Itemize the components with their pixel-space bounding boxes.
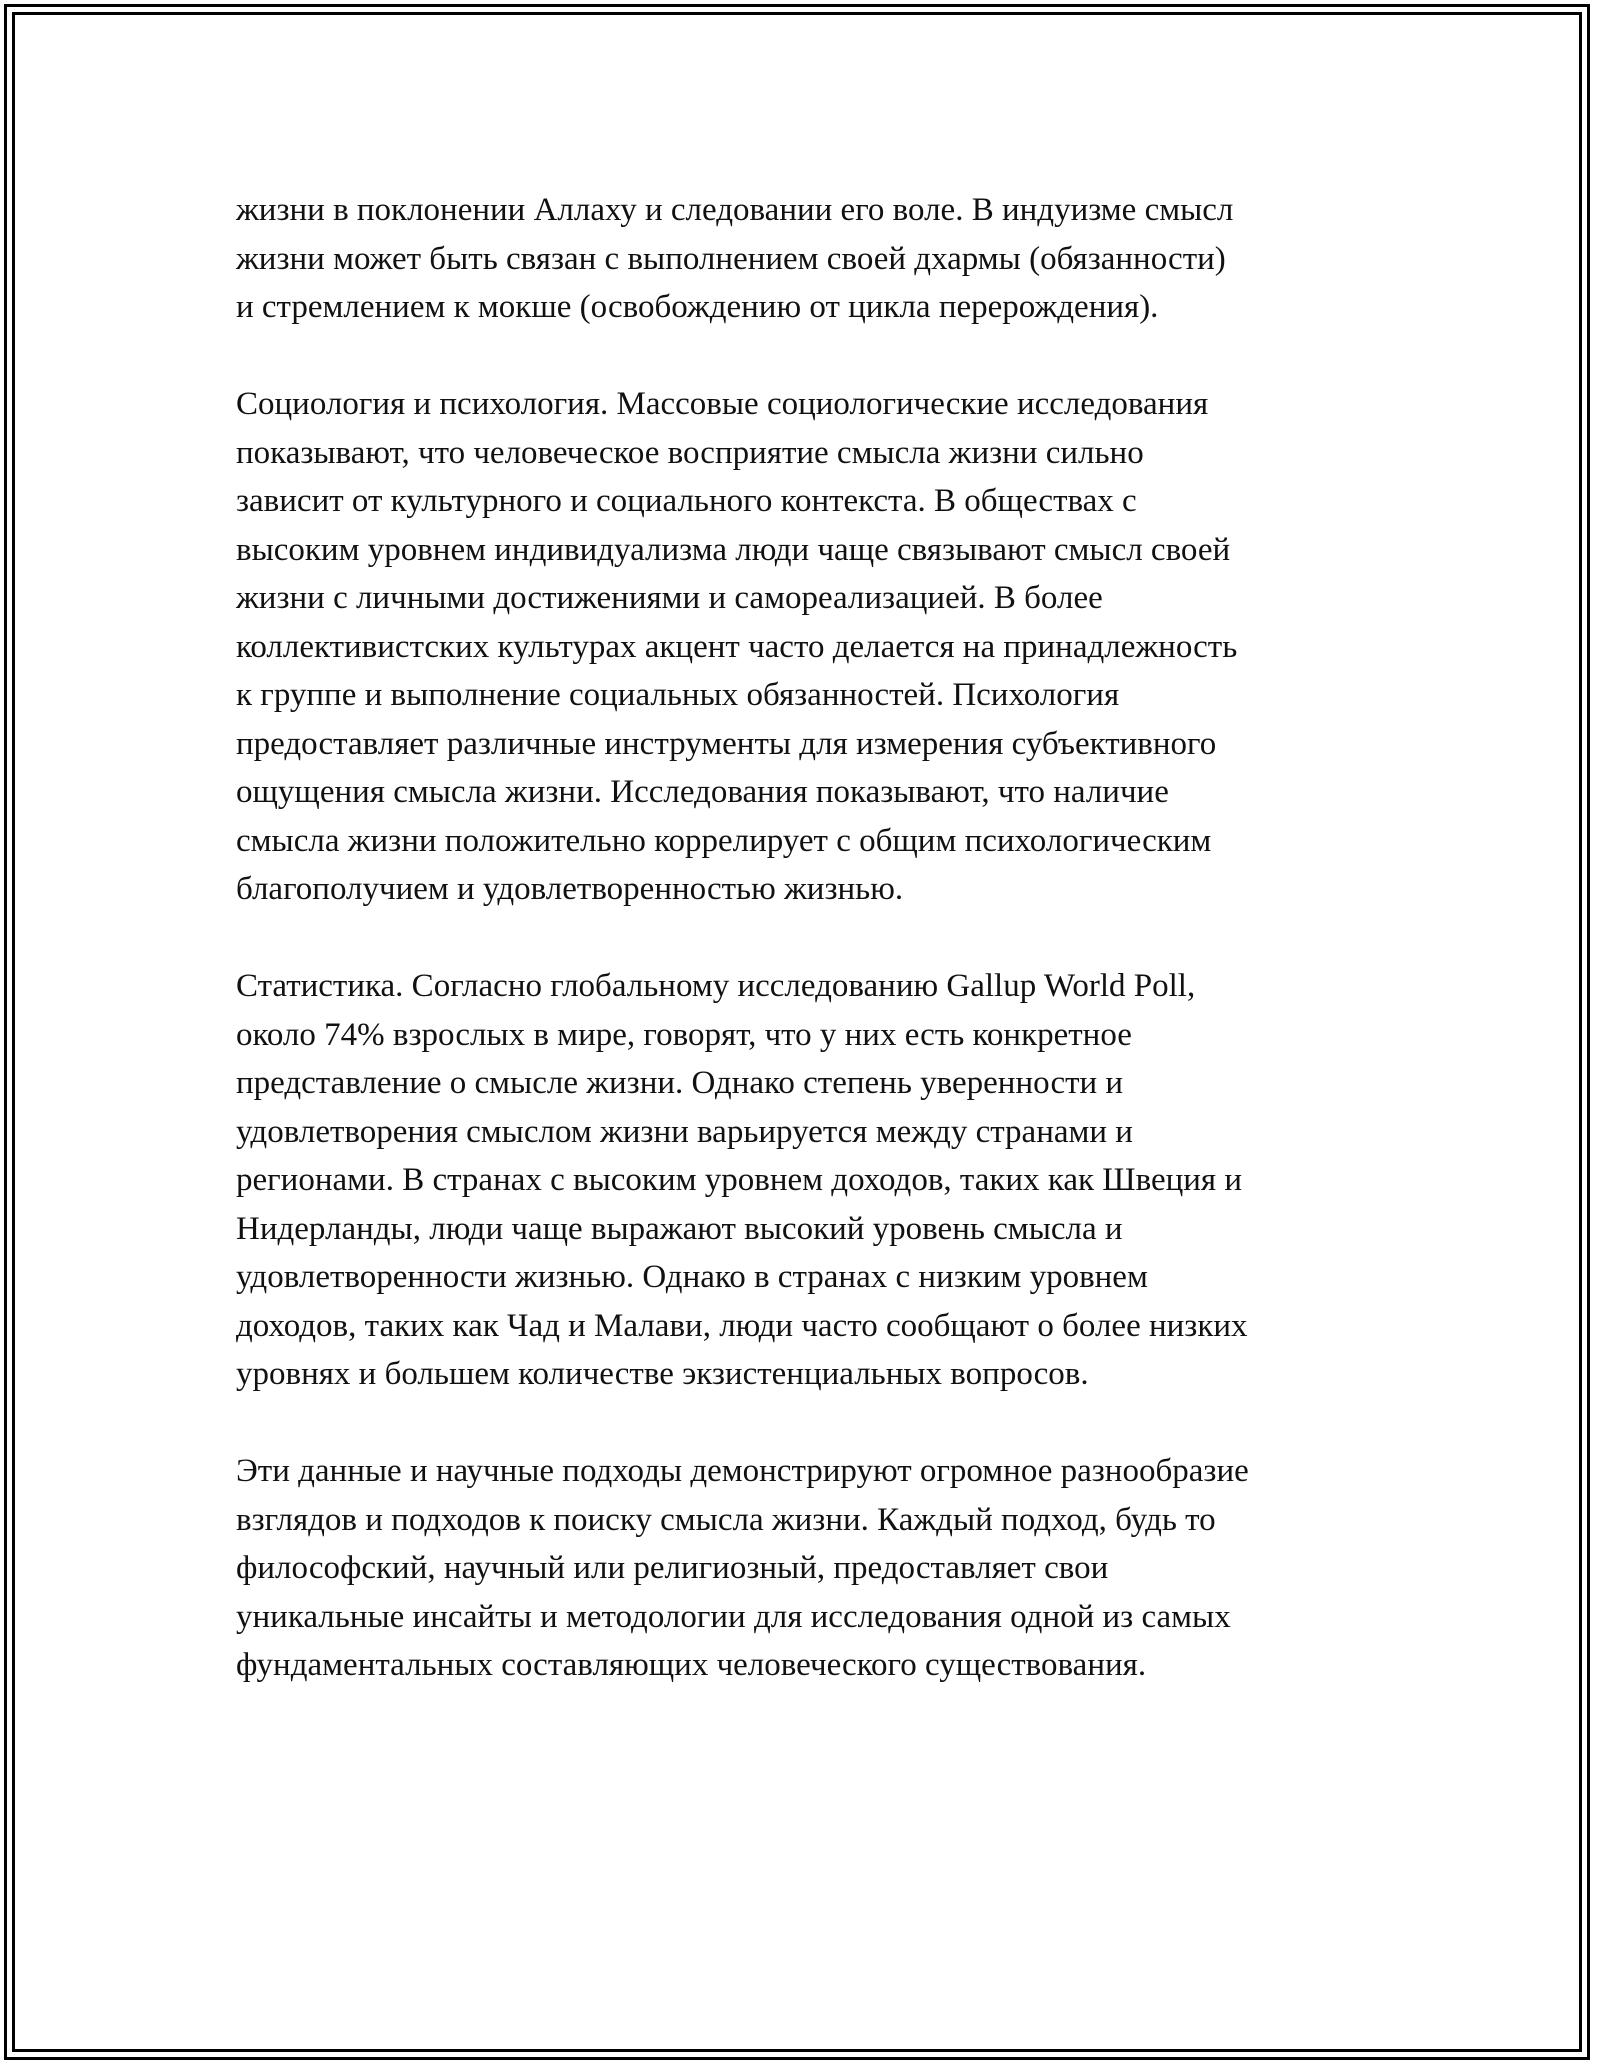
text-line: Нидерланды, люди чаще выражают высокий уровень смысла и — [236, 1210, 1123, 1247]
text-line: жизни в поклонении Аллаху и следовании его воле. В индуизме смысл — [236, 192, 1234, 228]
text-line: смысла жизни положительно коррелирует с общим психологическим — [236, 822, 1212, 859]
document-body — [236, 186, 1436, 1738]
text-line: фундаментальных составляющих человеческого существования. — [236, 1647, 1147, 1683]
text-line: зависит от культурного и социального контекста. В обществах с — [236, 483, 1137, 519]
text-line: удовлетворенности жизнью. Однако в странах с низким уровнем — [236, 1259, 1148, 1295]
paragraph-religion-ending — [236, 186, 1436, 332]
text-line: благополучием и удовлетворенностью жизнью. — [236, 871, 904, 907]
text-line: Статистика. Согласно глобальному исследованию Gallup World Poll, — [236, 968, 1196, 1004]
text-line: коллективистских культурах акцент часто делается на принадлежность — [236, 628, 1238, 665]
text-line: доходов, таких как Чад и Малави, люди часто сообщают о более низких — [236, 1307, 1248, 1344]
text-line: ощущения смысла жизни. Исследования показывают, что наличие — [236, 774, 1169, 810]
text-line: удовлетворения смыслом жизни варьируется между странами и — [236, 1113, 1133, 1150]
text-line: уникальные инсайты и методологии для исследования одной из самых — [236, 1598, 1231, 1635]
paragraph-sociology-psychology — [236, 380, 1436, 914]
text-line: к группе и выполнение социальных обязанностей. Психология — [236, 677, 1120, 713]
text-line: представление о смысле жизни. Однако степень уверенности и — [236, 1065, 1124, 1101]
text-line: регионами. В странах с высоким уровнем доходов, таких как Швеция и — [236, 1162, 1243, 1198]
text-line: философский, научный или религиозный, предоставляет свои — [236, 1550, 1109, 1586]
text-line: высоким уровнем индивидуализма люди чаще связывают смысл своей — [236, 531, 1231, 568]
text-line: около 74% взрослых в мире, говорят, что у них есть конкретное — [236, 1016, 1132, 1053]
text-line: уровнях и большем количестве экзистенциальных вопросов. — [236, 1356, 1089, 1392]
text-line: предоставляет различные инструменты для измерения субъективного — [236, 725, 1217, 762]
text-line: жизни с личными достижениями и самореализацией. В более — [236, 580, 1103, 616]
text-line: Эти данные и научные подходы демонстрируют огромное разнообразие — [236, 1453, 1249, 1489]
text-line: жизни может быть связан с выполнением своей дхармы (обязанности) — [236, 240, 1226, 277]
text-line: и стремлением к мокше (освобождению от цикла перерождения). — [236, 289, 1159, 325]
text-line: взглядов и подходов к поиску смысла жизни. Каждый подход, будь то — [236, 1501, 1216, 1538]
paragraph-conclusion — [236, 1447, 1436, 1690]
text-line: показывают, что человеческое восприятие смысла жизни сильно — [236, 434, 1144, 471]
text-line: Социология и психология. Массовые социологические исследования — [236, 386, 1209, 422]
paragraph-statistics — [236, 962, 1436, 1399]
